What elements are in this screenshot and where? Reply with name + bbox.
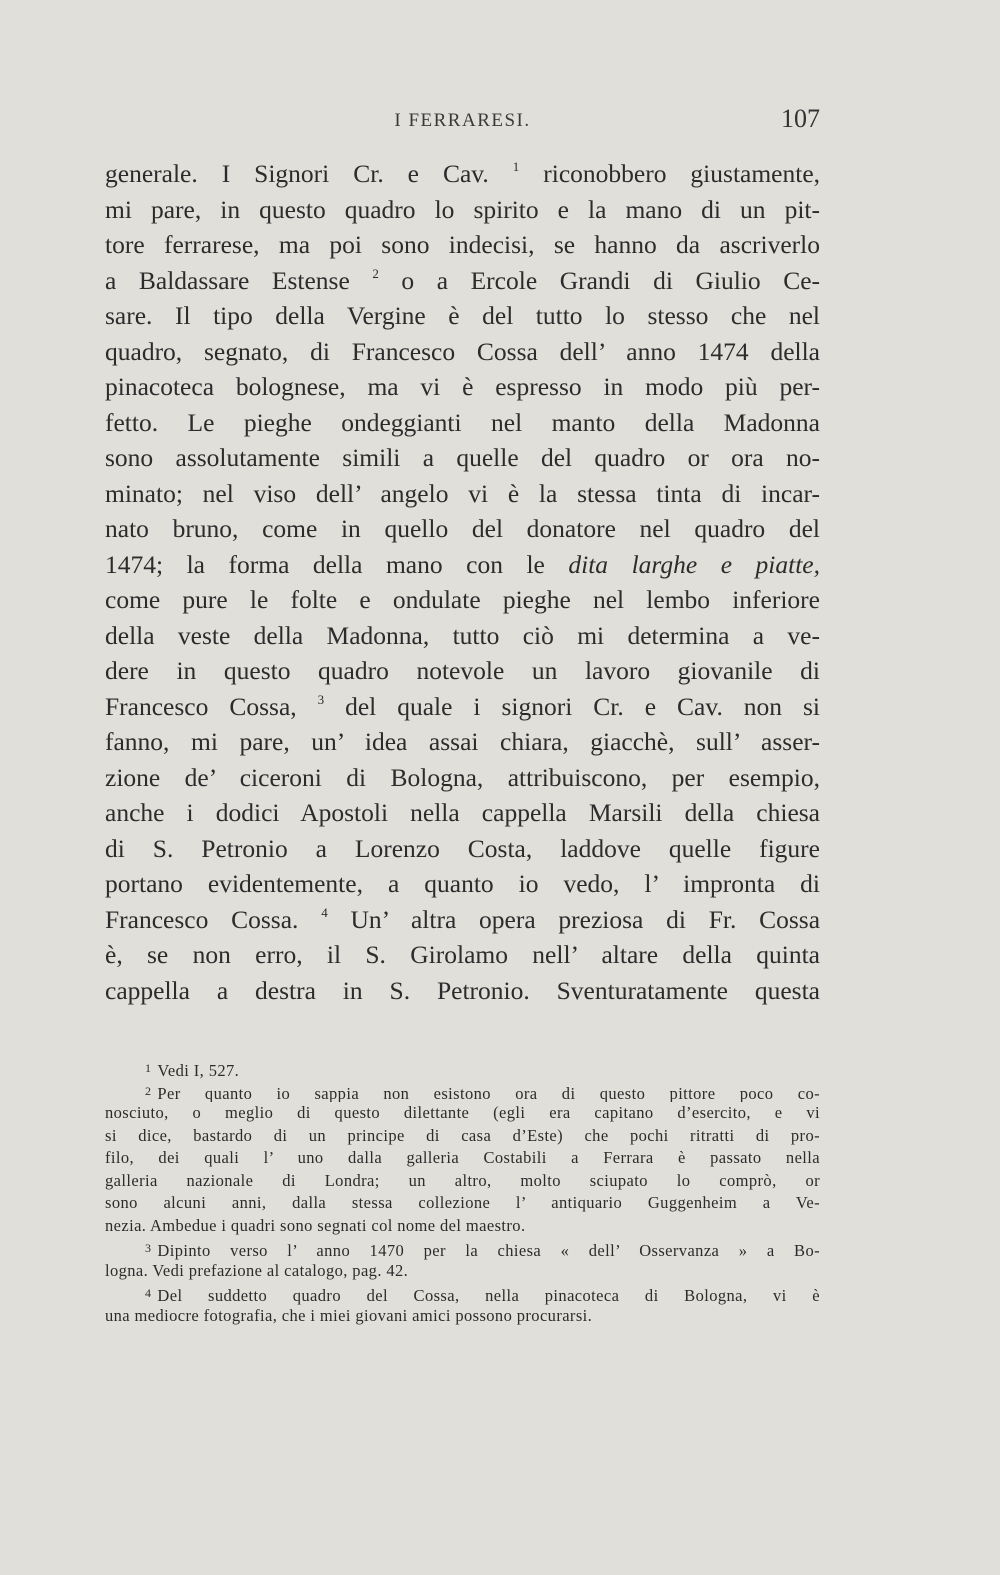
footnote-mark: 1	[512, 159, 520, 174]
running-head: I FERRARESI.	[394, 110, 531, 131]
footnote-line: nezia. Ambedue i quadri sono segnati col nome del maestro.	[105, 1215, 526, 1235]
italic-phrase: dita larghe e piatte,	[568, 549, 820, 579]
text-line: fetto. Le pieghe ondeggianti nel manto della Madonna	[105, 407, 820, 437]
footnote-number: 3	[145, 1241, 152, 1255]
footnote-number: 2	[145, 1083, 152, 1098]
text-line: tore ferrarese, ma poi sono indecisi, se hanno da ascriverlo	[105, 230, 820, 259]
text-line: anche i dodici Apostoli nella cappella Marsili della chiesa	[105, 798, 820, 827]
footnote-line: sono alcuni anni, dalla stessa collezione l’ antiquario Guggenheim a Ve-	[105, 1193, 820, 1212]
text-line: portano evidentemente, a quanto io vedo, l’ impronta di	[105, 869, 820, 898]
footnote-line: si dice, bastardo di un principe di casa d’Este) che pochi ritratti di pro-	[105, 1125, 820, 1145]
text-line: sono assolutamente simili a quelle del quadro or ora no-	[105, 443, 820, 472]
text-line: zione de’ ciceroni di Bologna, attribuiscono, per esempio,	[105, 762, 820, 792]
text-line: è, se non erro, il S. Girolamo nell’ altare della quinta	[105, 940, 820, 969]
text-line: mi pare, in questo quadro lo spirito e la mano di un pit-	[105, 194, 820, 224]
footnote-3: $^3$ Dipinto verso l’ anno 1470 per la chiesa « dell’ Osservanza » a Bo-	[145, 1241, 820, 1260]
text-line: come pure le folte e ondulate pieghe nel lembo inferiore	[105, 585, 820, 614]
text-line: dere in questo quadro notevole un lavoro giovanile di	[105, 656, 820, 685]
page-header	[105, 104, 820, 138]
footnote-line: filo, dei quali l’ uno dalla galleria Costabili a Ferrara è passato nella	[105, 1148, 820, 1167]
text-line: cappella a destra in S. Petronio. Sventuratamente questa	[105, 975, 820, 1005]
footnote-mark: 2	[372, 265, 379, 281]
footnote-line: una mediocre fotografia, che i miei giovani amici possono procurarsi.	[105, 1305, 593, 1325]
text-line: di S. Petronio a Lorenzo Costa, laddove quelle figure	[105, 833, 820, 863]
text-line: Francesco Cossa. $^4$ Un’ altra opera preziosa di Fr. Cossa	[105, 904, 820, 934]
footnote-4: $^4$ Del suddetto quadro del Cossa, nella pinacoteca di Bologna, vi è	[145, 1286, 820, 1305]
text-line: minato; nel viso dell’ angelo vi è la stessa tinta di incar-	[105, 478, 820, 508]
text-line: Francesco Cossa, $^3$ del quale i signori Cr. e Cav. non si	[105, 691, 820, 721]
footnote-mark: 3	[317, 691, 325, 707]
text-line: a Baldassare Estense $^2$ o a Ercole Grandi di Giulio Ce-	[105, 265, 820, 295]
footnotes	[105, 1057, 820, 1327]
text-line: fanno, mi pare, un’ idea assai chiara, giacchè, sull’ asser-	[105, 727, 820, 756]
text-line: sare. Il tipo della Vergine è del tutto lo stesso che nel	[105, 301, 820, 330]
body-text	[105, 156, 820, 1008]
footnote-1: $^1$ Vedi I, 527.	[145, 1061, 240, 1080]
text-line: 1474; la forma della mano con le dita larghe e piatte,	[105, 549, 820, 579]
text-line: nato bruno, come in quello del donatore nel quadro del	[105, 514, 820, 543]
footnote-line: logna. Vedi prefazione al catalogo, pag. 42.	[105, 1260, 409, 1280]
text-line: pinacoteca bolognese, ma vi è espresso in modo più per-	[105, 372, 820, 401]
footnote-number: 1	[145, 1061, 152, 1075]
footnote-line: galleria nazionale di Londra; un altro, molto sciupato lo comprò, or	[105, 1170, 820, 1190]
text-line: della veste della Madonna, tutto ciò mi determina a ve-	[105, 620, 820, 650]
footnote-number: 4	[145, 1286, 152, 1300]
footnote-2: $^2$ Per quanto io sappia non esistono ora di questo pittore poco co-	[145, 1083, 820, 1102]
footnote-line: nosciuto, o meglio di questo dilettante (egli era capitano d’esercito, e vi	[105, 1103, 820, 1122]
text-line: generale. I Signori Cr. e Cav. $^1$ riconobbero giustamente,	[105, 159, 820, 188]
page-number: 107	[781, 104, 820, 133]
text-line: quadro, segnato, di Francesco Cossa dell’ anno 1474 della	[105, 336, 820, 366]
footnote-mark: 4	[321, 904, 328, 920]
